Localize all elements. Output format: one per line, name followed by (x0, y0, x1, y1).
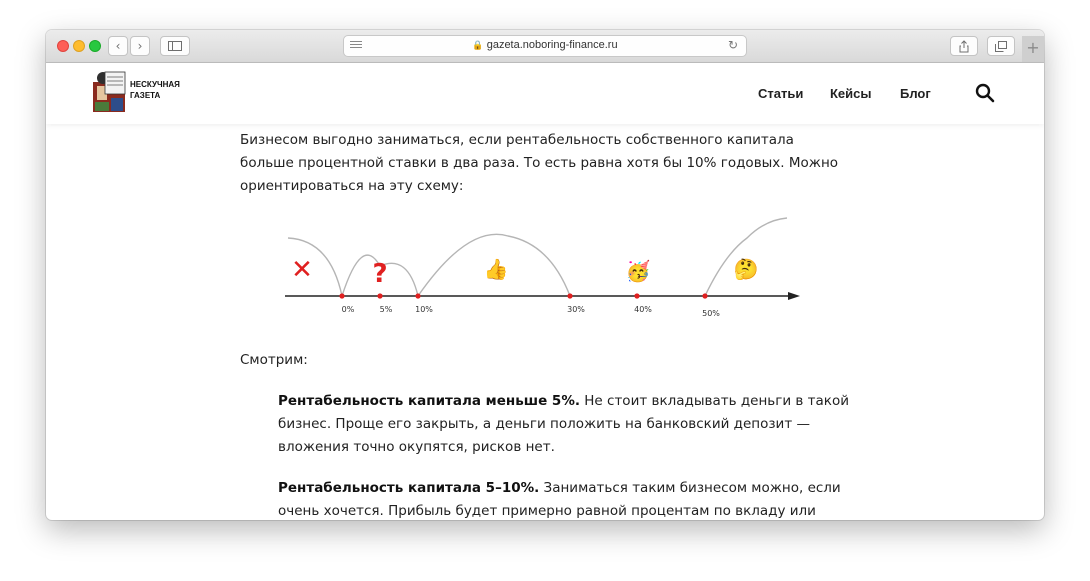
item-text: Не стоит вкладывать деньги в такой бизнес. Проще его закрыть, а деньги положить на банковский депозит — вложения точно окупятся, рисков нет. (278, 393, 849, 455)
chevron-left-icon: ‹ (115, 39, 121, 53)
nav-link-blog[interactable]: Блог (900, 86, 931, 101)
tick-point (634, 293, 639, 298)
site-header (46, 63, 1044, 124)
tick-label: 10% (415, 305, 433, 314)
tick-label: 5% (379, 305, 393, 314)
party-face-icon: 🥳 (625, 259, 651, 283)
list-item (278, 390, 850, 459)
article-intro: Бизнесом выгодно заниматься, если рентабельность собственного капитала больше процентной ставки в два раза. То есть равна хотя бы 10% годовых. Можно ориентироваться на эту схему: (240, 132, 839, 194)
item-title: Рентабельность капитала меньше 5%. (278, 393, 580, 409)
browser-window (46, 30, 1044, 520)
new-tab-button[interactable] (1022, 36, 1044, 62)
question-mark-icon: ? (372, 259, 388, 289)
tick-point (567, 293, 572, 298)
newspaper-reader-logo[interactable] (91, 68, 127, 114)
tick-label: 0% (341, 305, 355, 314)
thumbs-up-icon: 👍 (483, 257, 509, 281)
close-window-button[interactable] (57, 40, 69, 52)
tick-label: 40% (634, 305, 652, 314)
forward-button[interactable] (130, 36, 150, 56)
browser-titlebar (46, 30, 1044, 63)
tick-point (415, 293, 420, 298)
tick-point (377, 293, 382, 298)
tick-point (702, 293, 707, 298)
cross-mark-icon: ✕ (291, 255, 313, 285)
item-title: Рентабельность капитала 5–10%. (278, 480, 540, 496)
minimize-window-button[interactable] (73, 40, 85, 52)
tabs-icon (995, 41, 1007, 52)
thinking-face-icon: 🤔 (733, 257, 759, 281)
tabs-overview-button[interactable] (987, 36, 1015, 56)
nav-link-cases[interactable]: Кейсы (830, 86, 872, 101)
chevron-right-icon: › (137, 39, 143, 53)
tick-label: 50% (702, 309, 720, 318)
article-look-label: Смотрим: (240, 352, 308, 368)
sidebar-icon (168, 41, 182, 51)
nav-link-articles[interactable]: Статьи (758, 86, 804, 101)
sidebar-button[interactable] (160, 36, 190, 56)
plus-icon: + (1026, 38, 1040, 57)
address-bar[interactable] (343, 35, 747, 57)
tick-point (339, 293, 344, 298)
zoom-window-button[interactable] (89, 40, 101, 52)
share-button[interactable] (950, 36, 978, 56)
profitability-scheme-diagram (280, 214, 810, 334)
back-button[interactable] (108, 36, 128, 56)
lock-icon: 🔒 (472, 40, 484, 50)
axis-arrow-icon (788, 292, 800, 300)
tick-label: 30% (567, 305, 585, 314)
search-icon[interactable] (975, 83, 995, 103)
reload-icon[interactable]: ↻ (727, 38, 738, 52)
item-text: Заниматься таким бизнесом можно, если очень хочется. Прибыль будет примерно равной процентам по вкладу или (278, 480, 841, 519)
address-url: gazeta.noboring-finance.ru (486, 39, 618, 51)
list-item (278, 477, 850, 520)
logo-text[interactable]: НЕСКУЧНАЯ ГАЗЕТА (130, 80, 180, 100)
share-icon (959, 40, 969, 53)
